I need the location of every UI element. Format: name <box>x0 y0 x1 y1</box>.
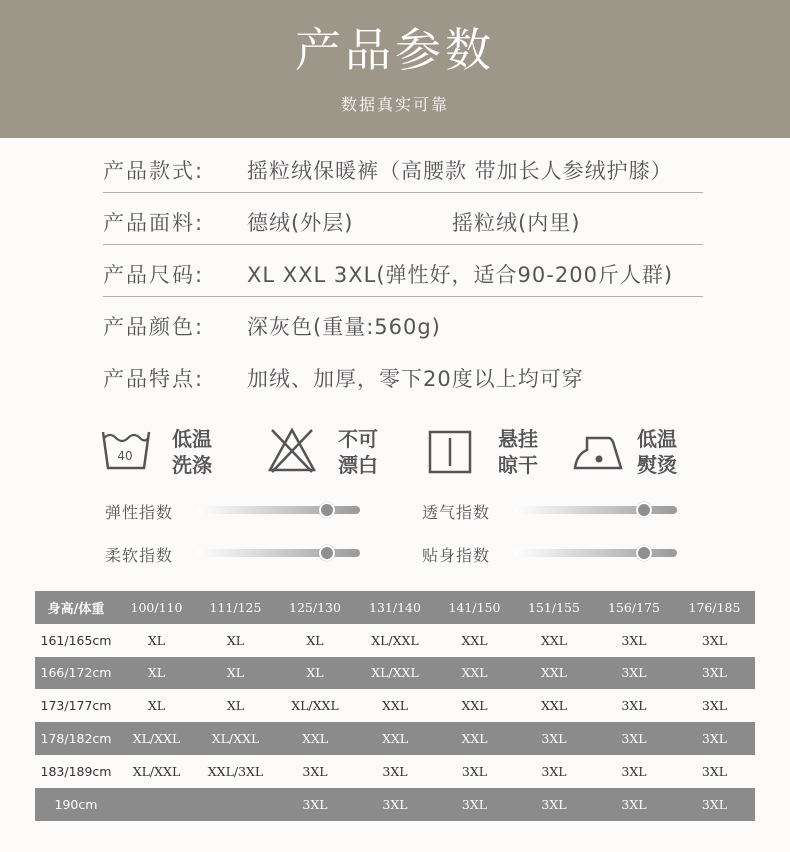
table-cell: XL/XXL <box>371 632 419 648</box>
spec-row-feature <box>103 360 703 400</box>
table-cell: 3XL <box>514 722 594 755</box>
spec-label: 产品面料: <box>103 211 205 235</box>
index-track <box>197 549 360 557</box>
table-column-header: 125/130 <box>275 591 355 624</box>
spec-row-color <box>103 308 703 348</box>
index-knob <box>319 545 335 561</box>
spec-value: 加绒、加厚，零下20度以上均可穿 <box>247 367 584 391</box>
table-cell: 3XL <box>355 788 435 821</box>
table-cell: 3XL <box>674 722 755 755</box>
wash-40-icon <box>100 424 152 474</box>
table-row-header: 190cm <box>35 788 117 821</box>
table-column-header: 141/150 <box>435 591 514 624</box>
care-label: 悬挂 <box>498 427 538 451</box>
header-banner <box>0 0 790 138</box>
size-table <box>35 591 755 821</box>
table-cell: 3XL <box>701 632 728 648</box>
no-bleach-icon <box>266 424 318 474</box>
table-cell: XXL/3XL <box>207 763 264 779</box>
table-cell: XL/XXL <box>291 698 339 714</box>
table-row <box>35 722 755 755</box>
table-cell: XL <box>306 632 324 648</box>
table-row-header: 173/177cm <box>40 698 112 714</box>
svg-text:40: 40 <box>117 449 133 463</box>
table-row <box>35 657 755 690</box>
table-cell: XL <box>147 698 166 714</box>
care-label: 低温 <box>172 427 212 451</box>
index-knob <box>319 502 335 518</box>
table-cell: XXL <box>355 722 435 755</box>
table-cell: XL/XXL <box>355 657 435 690</box>
index-knob <box>636 502 652 518</box>
table-row <box>35 755 755 788</box>
care-label: 低温 <box>637 427 677 451</box>
table-cell: 3XL <box>594 788 674 821</box>
spec-label: 产品款式: <box>103 159 205 183</box>
table-cell: 3XL <box>461 763 488 779</box>
table-cell <box>196 788 275 821</box>
table-cell: XXL <box>461 632 488 648</box>
table-cell <box>117 788 196 821</box>
table-cell: 3XL <box>275 788 355 821</box>
table-cell: XL <box>275 657 355 690</box>
table-cell: 3XL <box>701 698 728 714</box>
spec-row-size <box>103 256 703 297</box>
spec-value-secondary: 摇粒绒(内里) <box>452 211 581 235</box>
index-elasticity <box>105 500 365 524</box>
table-column-header: 151/155 <box>514 591 594 624</box>
table-column-header: 176/185 <box>674 591 755 624</box>
index-label: 贴身指数 <box>422 546 491 565</box>
table-cell: 3XL <box>674 657 755 690</box>
table-cell: 3XL <box>621 763 647 779</box>
table-cell: 3XL <box>701 763 728 779</box>
table-row-header: 161/165cm <box>40 632 112 648</box>
table-row-header: 178/182cm <box>35 722 117 755</box>
table-cell: 3XL <box>594 657 674 690</box>
spec-row-style <box>103 152 703 193</box>
care-label: 洗涤 <box>172 453 212 477</box>
table-cell: 3XL <box>621 698 647 714</box>
table-cell: XL/XXL <box>132 763 181 779</box>
care-label: 漂白 <box>338 453 378 477</box>
spec-value: XL XXL 3XL(弹性好，适合90-200斤人群) <box>247 263 674 287</box>
table-cell: XL <box>147 632 166 648</box>
table-column-header: 156/175 <box>594 591 674 624</box>
spec-value: 摇粒绒保暖裤（高腰款 带加长人参绒护膝） <box>247 159 673 183</box>
index-label: 弹性指数 <box>105 503 174 522</box>
table-header-row <box>35 591 755 624</box>
table-cell: XXL <box>461 698 488 714</box>
page-title: 产品参数 <box>295 23 495 77</box>
table-cell: 3XL <box>514 788 594 821</box>
table-row <box>35 689 755 722</box>
index-track <box>197 506 360 514</box>
low-iron-icon <box>571 424 625 474</box>
table-cell: XL <box>117 657 196 690</box>
table-cell: XXL <box>435 722 514 755</box>
spec-label: 产品颜色: <box>103 315 205 339</box>
table-cell: 3XL <box>302 763 328 779</box>
table-cell: 3XL <box>674 788 755 821</box>
index-track <box>514 549 677 557</box>
table-row-header: 166/172cm <box>35 657 117 690</box>
table-cell: XL/XXL <box>117 722 196 755</box>
index-fit <box>422 543 682 567</box>
table-column-header: 100/110 <box>117 591 196 624</box>
table-cell: XXL <box>275 722 355 755</box>
table-cell: XXL <box>381 698 409 714</box>
hang-dry-icon <box>426 424 474 474</box>
table-cell: 3XL <box>435 788 514 821</box>
index-breathability <box>422 500 682 524</box>
table-corner-header: 身高/体重 <box>35 591 117 624</box>
page-subtitle: 数据真实可靠 <box>340 95 449 114</box>
table-cell: 3XL <box>382 763 408 779</box>
table-cell: XL/XXL <box>196 722 275 755</box>
spec-value: 德绒(外层) <box>247 211 354 235</box>
table-cell: XL <box>226 698 245 714</box>
index-label: 透气指数 <box>422 503 491 522</box>
table-cell: XL <box>226 632 245 648</box>
care-label: 晾干 <box>498 453 538 477</box>
table-cell: XL <box>196 657 275 690</box>
index-softness <box>105 543 365 567</box>
table-row <box>35 788 755 821</box>
spec-label: 产品尺码: <box>103 263 205 287</box>
table-column-header: 131/140 <box>355 591 435 624</box>
table-cell: XXL <box>540 632 568 648</box>
index-label: 柔软指数 <box>105 546 174 565</box>
care-label: 不可 <box>338 427 378 451</box>
spec-row-fabric <box>103 204 703 245</box>
table-cell: XXL <box>540 698 568 714</box>
table-cell: XXL <box>514 657 594 690</box>
index-knob <box>636 545 652 561</box>
table-cell: 3XL <box>541 763 567 779</box>
table-cell: 3XL <box>594 722 674 755</box>
spec-value: 深灰色(重量:560g) <box>247 315 441 339</box>
care-label: 熨烫 <box>637 453 677 477</box>
table-column-header: 111/125 <box>196 591 275 624</box>
index-track <box>514 506 677 514</box>
table-cell: XXL <box>435 657 514 690</box>
table-row-header: 183/189cm <box>40 763 112 779</box>
spec-label: 产品特点: <box>103 367 205 391</box>
table-row <box>35 624 755 657</box>
table-cell: 3XL <box>621 632 647 648</box>
